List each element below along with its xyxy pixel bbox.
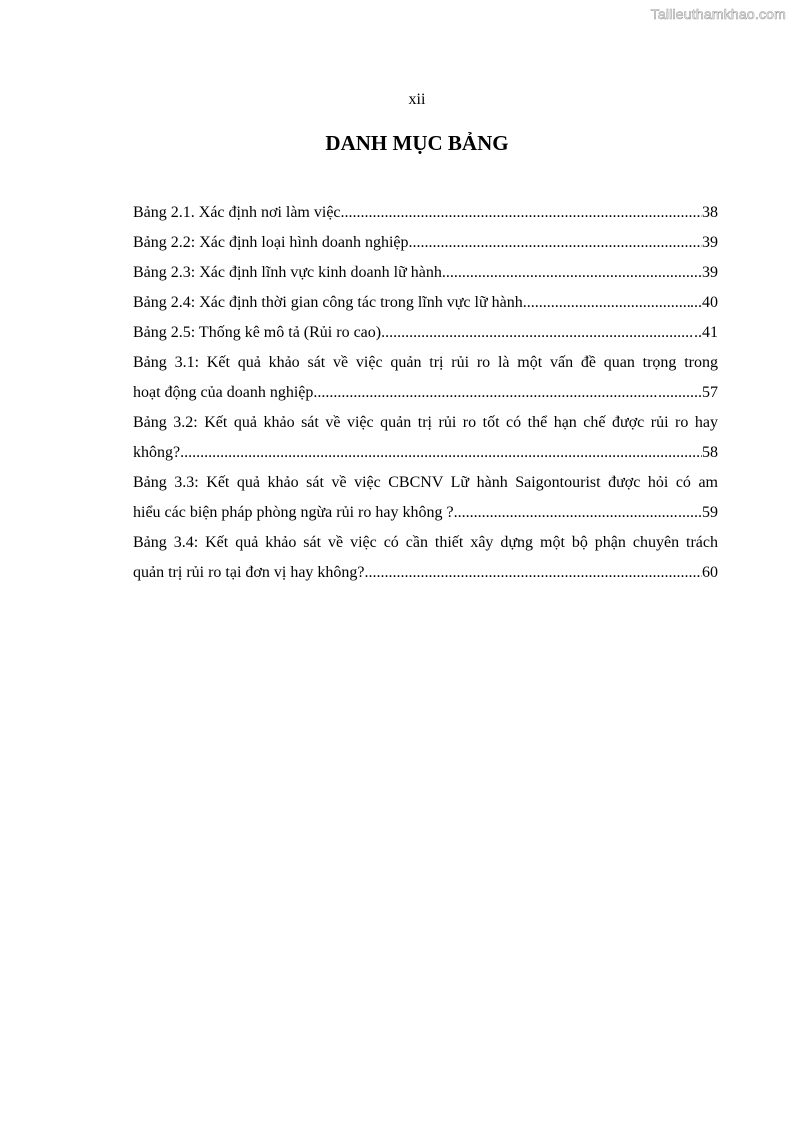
leader-dots <box>442 258 698 288</box>
page-number: xii <box>408 91 426 108</box>
leader-dots <box>381 318 694 348</box>
toc-entry-text-cont: không? <box>133 444 181 461</box>
leader-dots <box>454 498 678 528</box>
leader-dots <box>523 288 690 318</box>
toc-entry-text-cont: hoạt động của doanh nghiệp <box>133 384 314 401</box>
table-list <box>133 198 718 588</box>
leader-dots <box>365 558 702 588</box>
toc-entry-2-4[interactable] <box>133 288 718 318</box>
toc-page-number: .39 <box>698 264 718 281</box>
toc-page-number: ..41 <box>694 324 718 341</box>
toc-entry-2-1[interactable] <box>133 198 718 228</box>
toc-entry-text: Bảng 2.2: Xác định loại hình doanh nghiệp <box>133 234 409 251</box>
toc-page-number: 60 <box>702 564 718 581</box>
toc-entry-2-2[interactable] <box>133 228 718 258</box>
toc-entry-text: Bảng 3.2: Kết quả khảo sát về việc quản trị rủi ro tốt có thể hạn chế được rủi ro hay <box>133 414 718 431</box>
toc-entry-3-1[interactable] <box>133 348 718 408</box>
leader-dots <box>180 438 702 468</box>
toc-entry-2-3[interactable] <box>133 258 718 288</box>
toc-page-number: 38 <box>702 204 718 221</box>
toc-entry-3-4[interactable] <box>133 528 718 588</box>
toc-entry-text: Bảng 2.5: Thống kê mô tả (Rủi ro cao) <box>133 324 382 341</box>
toc-page-number: ...40 <box>690 294 718 311</box>
leader-dots <box>341 198 702 228</box>
toc-entry-text-cont: quản trị rủi ro tại đơn vị hay không? <box>133 564 365 581</box>
toc-page-number: ...........57 <box>658 384 718 401</box>
page-title: DANH MỤC BẢNG <box>325 131 509 155</box>
toc-entry-2-5[interactable] <box>133 318 718 348</box>
toc-entry-text: Bảng 2.1. Xác định nơi làm việc <box>133 204 341 221</box>
leader-dots <box>313 378 658 408</box>
watermark: Tailieuthamkhao.com <box>650 6 786 22</box>
toc-entry-text: Bảng 3.1: Kết quả khảo sát về việc quản trị rủi ro là một vấn đề quan trọng trong <box>133 354 718 371</box>
toc-entry-text: Bảng 3.3: Kết quả khảo sát về việc CBCNV Lữ hành Saigontourist được hỏi có am <box>133 474 718 491</box>
toc-page-number: 39 <box>702 234 718 251</box>
toc-entry-3-3[interactable] <box>133 468 718 528</box>
toc-entry-text: Bảng 3.4: Kết quả khảo sát về việc có cần thiết xây dựng một bộ phận chuyên trách <box>133 534 718 551</box>
leader-dots <box>409 228 702 258</box>
toc-entry-text: Bảng 2.4: Xác định thời gian công tác trong lĩnh vực lữ hành <box>133 294 523 311</box>
toc-page-number: 58 <box>702 444 718 461</box>
toc-page-number: ......59 <box>678 504 718 521</box>
toc-entry-text: Bảng 2.3: Xác định lĩnh vực kinh doanh lữ hành <box>133 264 442 281</box>
toc-entry-text-cont: hiểu các biện pháp phòng ngừa rủi ro hay không ? <box>133 504 454 521</box>
toc-entry-3-2[interactable] <box>133 408 718 468</box>
